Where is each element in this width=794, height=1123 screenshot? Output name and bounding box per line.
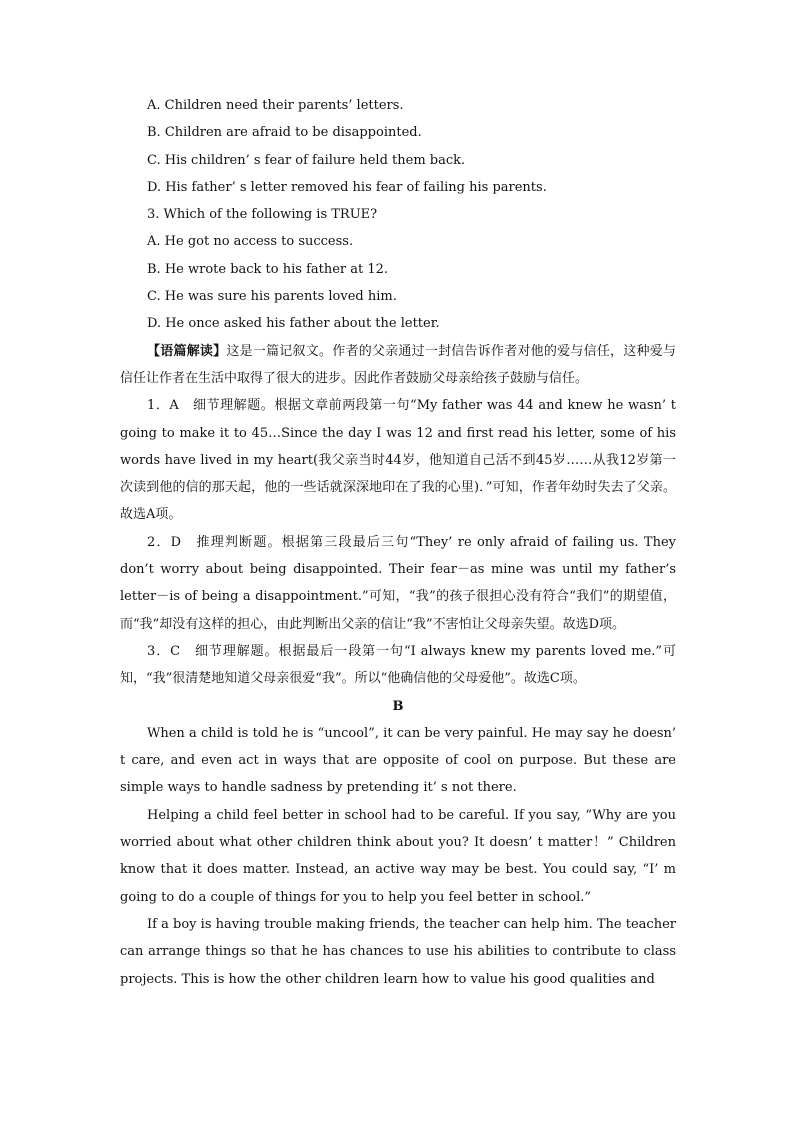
q3-option-c: C. He was sure his parents loved him. — [147, 289, 397, 305]
q3-stem: 3. Which of the following is TRUE? — [147, 207, 378, 223]
q2-option-b: B. Children are afraid to be disappointed. — [147, 125, 422, 141]
q3-option-d: D. He once asked his father about the letter. — [147, 316, 440, 332]
answer-3: 3．C 细节理解题。根据最后一段第一句“I always knew my parents loved me.”可知，“我”很清楚地知道父母亲很爱“我”。所以“他确信他的父母爱他”。故选C项。 — [120, 643, 676, 687]
answer-1: 1．A 细节理解题。根据文章前两段第一句“My father was 44 and knew he wasn’ t going to make it to 45…Since the day I was 12 and first read his letter, some of his words have lived in my heart(我父亲当时44岁，他知道自己活不到45岁……从我12岁第一次读到他的信的那天起，他的一些话就深深地印在了我的心里)．”可知，作者年幼时失去了父亲。故选A项。 — [120, 398, 676, 523]
analysis-label: 【语篇解读】 — [147, 343, 227, 359]
passage-paragraph: Helping a child feel better in school had to be careful. If you say, “Why are you worried about what other children think about you? It doesn’ t matter！” Children know that it does matter. Instead, an active way may be best. You could say, “I’ m going to do a couple of things for you to help you feel better in school.” — [120, 807, 676, 905]
q3-option-b: B. He wrote back to his father at 12. — [147, 261, 389, 277]
section-heading: B — [392, 698, 404, 714]
passage-paragraph: If a boy is having trouble making friends, the teacher can help him. The teacher can arrange things so that he has chances to use his abilities to contribute to class projects. This is how the other children learn how to value his good qualities and — [120, 916, 676, 987]
answer-2: 2．D 推理判断题。根据第三段最后三句“They’ re only afraid of failing us. They don’t worry about being disappointed. Their fear－as mine was until my father’s letter－is of being a disappointment.”可知，“我”的孩子很担心没有符合“我们”的期望值，而“我”却没有这样的担心，由此判断出父亲的信让“我”不害怕让父母亲失望。故选D项。 — [120, 534, 676, 632]
q3-option-a: A. He got no access to success. — [147, 234, 354, 250]
q2-option-d: D. His father’ s letter removed his fear of failing his parents. — [147, 179, 547, 195]
passage-analysis — [120, 338, 676, 393]
q2-option-a: A. Children need their parents’ letters. — [147, 98, 404, 113]
passage-paragraph: When a child is told he is “uncool”, it can be very painful. He may say he doesn’ t care, and even act in ways that are opposite of cool on purpose. But these are simple ways to handle sadness by pretending it’ s not there. — [120, 725, 676, 796]
q2-option-c: C. His children’ s fear of failure held them back. — [147, 152, 466, 168]
document-page — [120, 92, 676, 993]
analysis-text: 这是一篇记叙文。作者的父亲通过一封信告诉作者对他的爱与信任，这种爱与信任让作者在生活中取得了很大的进步。因此作者鼓励父母亲给孩子鼓励与信任。 — [120, 343, 676, 386]
